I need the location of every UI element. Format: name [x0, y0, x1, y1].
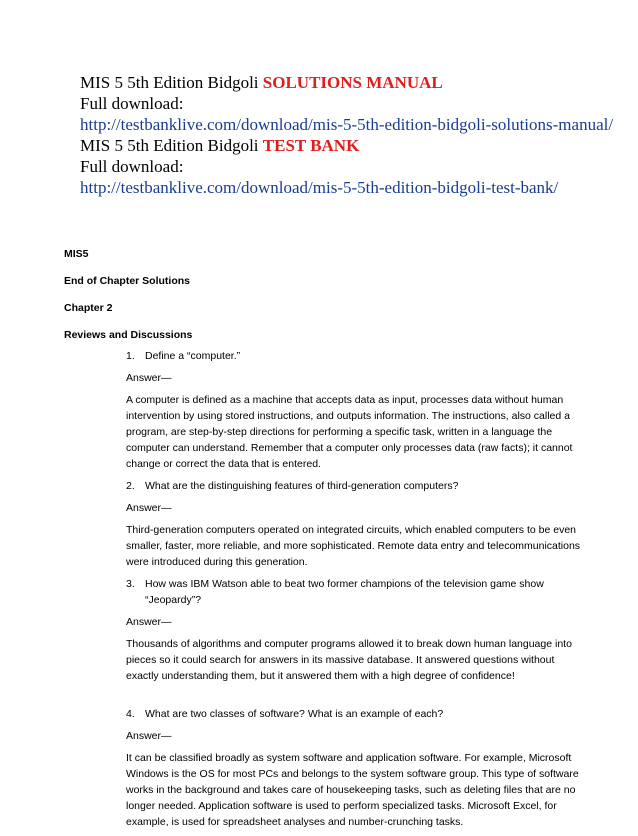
- question-list: [126, 348, 584, 830]
- question-body: How was IBM Watson able to beat two former champions of the television game show “Jeopardy”?: [145, 578, 544, 606]
- question-item: [126, 576, 584, 684]
- answer-label: Answer—: [126, 502, 172, 514]
- question-body: What are the distinguishing features of third-generation computers?: [145, 480, 459, 492]
- test-bank-label: TEST BANK: [262, 136, 360, 155]
- solutions-manual-label: SOLUTIONS MANUAL: [262, 73, 443, 92]
- answer-label: Answer—: [126, 730, 172, 742]
- question-number: 3.: [126, 578, 135, 590]
- answer-text: Thousands of algorithms and computer programs allowed it to break down human language into pieces so it could search for answers in its massive database. It answered questions without exactly understanding them, but it answered them with a high degree of confidence!: [126, 638, 572, 682]
- solutions-manual-link[interactable]: http://testbanklive.com/download/mis-5-5th-edition-bidgoli-solutions-manual/: [80, 115, 614, 134]
- question-item: [126, 706, 584, 830]
- question-text: [126, 576, 584, 608]
- question-text: [126, 348, 584, 364]
- question-body: Define a “computer.”: [145, 350, 241, 362]
- test-bank-title: [80, 135, 620, 156]
- title-prefix: MIS 5 5th Edition Bidgoli: [80, 136, 263, 155]
- answer-text: Third-generation computers operated on integrated circuits, which enabled computers to be even smaller, faster, more reliable, and more sophisticated. Remote data entry and telecommunications were introduced during this generation.: [126, 524, 581, 568]
- answer-text: It can be classified broadly as system software and application software. For example, Microsoft Windows is the OS for most PCs and belongs to the system software group. This type of software works in the background and takes care of housekeeping tasks, such as deleting files that are no longer needed. Application software is used to perform specialized tasks. Microsoft Excel, for example, is used for spreadsheet analyses and number-crunching tasks.: [126, 752, 579, 828]
- part-heading: Reviews and Discussions: [64, 329, 193, 341]
- spacer: [126, 690, 584, 706]
- download-header: [80, 72, 620, 198]
- question-number: 1.: [126, 350, 135, 362]
- question-number: 2.: [126, 480, 135, 492]
- chapter-heading: Chapter 2: [64, 302, 113, 314]
- question-item: [126, 478, 584, 570]
- test-bank-link[interactable]: http://testbanklive.com/download/mis-5-5th-edition-bidgoli-test-bank/: [80, 178, 559, 197]
- question-text: [126, 478, 584, 494]
- title-prefix: MIS 5 5th Edition Bidgoli: [80, 73, 263, 92]
- solutions-manual-title: [80, 72, 620, 93]
- question-text: [126, 706, 584, 722]
- answer-label: Answer—: [126, 372, 172, 384]
- book-heading: MIS5: [64, 248, 89, 260]
- question-body: What are two classes of software? What is an example of each?: [145, 708, 444, 720]
- question-item: [126, 348, 584, 472]
- document-body: [64, 246, 584, 836]
- answer-text: A computer is defined as a machine that accepts data as input, processes data without human intervention by using stored instructions, and outputs information. The instructions, also called a program, are step-by-step directions for performing a specific task, written in a language the computer can understand. Remember that a computer only processes data (raw facts); it cannot change or correct the data that is entered.: [126, 394, 573, 470]
- full-download-label-2: Full download:: [80, 157, 184, 176]
- answer-label: Answer—: [126, 616, 172, 628]
- section-heading: End of Chapter Solutions: [64, 275, 190, 287]
- question-number: 4.: [126, 708, 135, 720]
- full-download-label-1: Full download:: [80, 94, 184, 113]
